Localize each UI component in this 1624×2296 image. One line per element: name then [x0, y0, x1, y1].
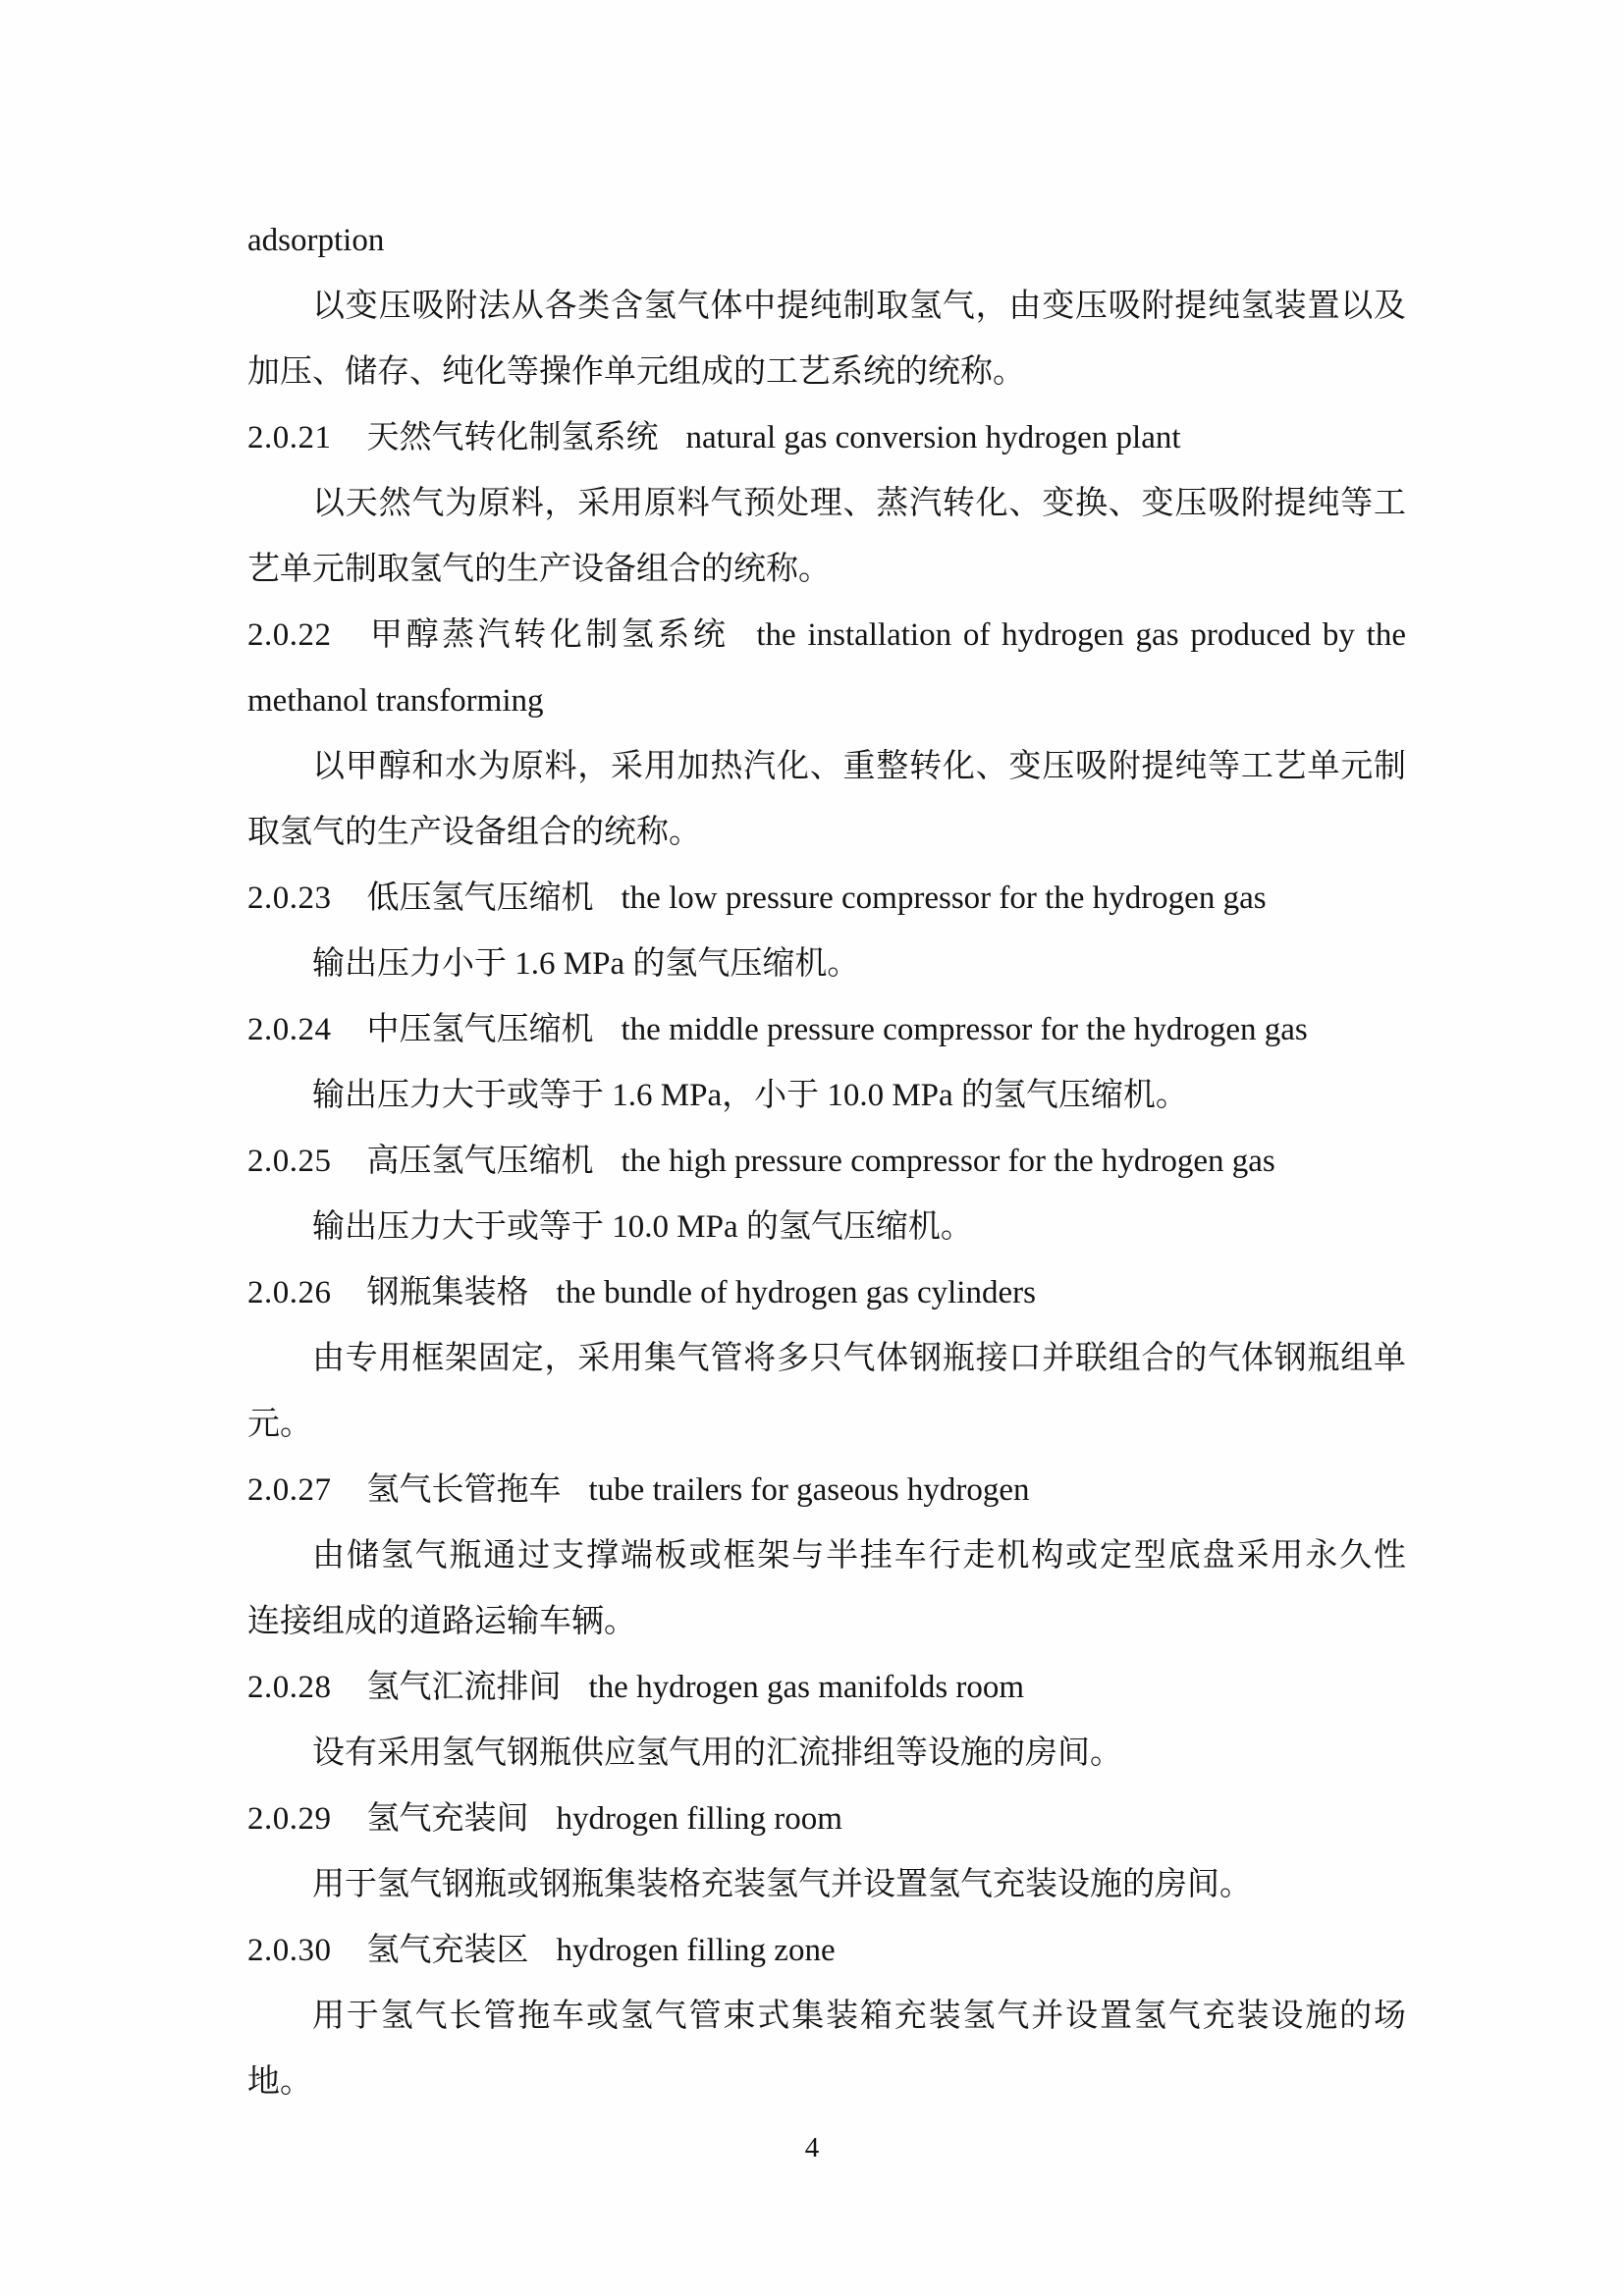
english-term-line: adsorption	[247, 223, 385, 258]
term-number: 2.0.30	[247, 1933, 332, 1968]
definition-line: 输出压力大于或等于 10.0 MPa 的氢气压缩机。	[312, 1209, 973, 1245]
page-number: 4	[804, 2132, 820, 2163]
definition-line: 以变压吸附法从各类含氢气体中提纯制取氢气，由变压吸附提纯氢装置以及	[312, 289, 1406, 324]
definition-line: 由专用框架固定，采用集气管将多只气体钢瓶接口并联组合的气体钢瓶组单	[312, 1341, 1406, 1376]
definition-line: 用于氢气长管拖车或氢气管束式集装箱充装氢气并设置氢气充装设施的场	[312, 1999, 1406, 2034]
definition-line: 以天然气为原料，采用原料气预处理、蒸汽转化、变换、变压吸附提纯等工	[312, 486, 1406, 521]
term-name-cn: 甲醇蒸汽转化制氢系统	[366, 617, 730, 653]
term-number: 2.0.26	[247, 1275, 332, 1310]
term-number: 2.0.29	[247, 1801, 332, 1837]
term-name-en: natural gas conversion hydrogen plant	[685, 420, 1181, 455]
term-number: 2.0.25	[247, 1144, 332, 1179]
term-heading	[247, 997, 1406, 1063]
term-name-cn: 氢气充装间	[366, 1801, 529, 1837]
definition-line: 用于氢气钢瓶或钢瓶集装格充装氢气并设置氢气充装设施的房间。	[312, 1867, 1252, 1902]
term-name-en: hydrogen filling zone	[556, 1933, 836, 1968]
term-number: 2.0.21	[247, 420, 332, 455]
term-name-en: the hydrogen gas manifolds room	[588, 1670, 1025, 1705]
term-number: 2.0.22	[247, 617, 332, 653]
term-name-en: hydrogen filling room	[556, 1801, 842, 1837]
term-heading	[247, 1458, 1406, 1523]
definition-line: 地。	[247, 2064, 312, 2100]
term-name-en: the bundle of hydrogen gas cylinders	[556, 1275, 1036, 1310]
term-name-en: the low pressure compressor for the hydrogen gas	[621, 881, 1267, 916]
term-name-cn: 高压氢气压缩机	[366, 1144, 594, 1179]
term-heading	[247, 1655, 1406, 1721]
term-name-cn: 低压氢气压缩机	[366, 881, 594, 916]
definition-line: 由储氢气瓶通过支撑端板或框架与半挂车行走机构或定型底盘采用永久性	[312, 1538, 1406, 1574]
term-name-cn: 氢气汇流排间	[366, 1670, 562, 1705]
term-name-cn: 氢气长管拖车	[366, 1472, 562, 1508]
definition-line: 加压、储存、纯化等操作单元组成的工艺系统的统称。	[247, 354, 1025, 390]
term-heading	[247, 1260, 1406, 1326]
definition-line: 以甲醇和水为原料，采用加热汽化、重整转化、变压吸附提纯等工艺单元制	[312, 749, 1406, 784]
definition-line: 输出压力大于或等于 1.6 MPa，小于 10.0 MPa 的氢气压缩机。	[312, 1078, 1188, 1113]
term-name-cn: 中压氢气压缩机	[366, 1012, 594, 1047]
term-heading	[247, 405, 1406, 471]
definition-line: 艺单元制取氢气的生产设备组合的统称。	[247, 552, 831, 587]
term-name-cn: 天然气转化制氢系统	[366, 420, 659, 455]
definition-line: 连接组成的道路运输车辆。	[247, 1604, 636, 1639]
term-heading	[247, 866, 1406, 932]
term-number: 2.0.23	[247, 881, 332, 916]
definition-line: 元。	[247, 1407, 312, 1442]
definition-line: 设有采用氢气钢瓶供应氢气用的汇流排组等设施的房间。	[312, 1735, 1122, 1771]
term-name-en: tube trailers for gaseous hydrogen	[588, 1472, 1030, 1508]
term-name-en: the high pressure compressor for the hydrogen gas	[621, 1144, 1275, 1179]
term-heading	[247, 1787, 1406, 1852]
term-name-cn: 氢气充装区	[366, 1933, 529, 1968]
definition-line: 取氢气的生产设备组合的统称。	[247, 815, 701, 850]
term-heading	[247, 603, 1406, 668]
term-name-cn: 钢瓶集装格	[366, 1275, 529, 1310]
document-body	[247, 208, 1406, 2115]
term-number: 2.0.28	[247, 1670, 332, 1705]
definition-line: 输出压力小于 1.6 MPa 的氢气压缩机。	[312, 946, 860, 982]
term-heading	[247, 1129, 1406, 1195]
term-number: 2.0.24	[247, 1012, 332, 1047]
term-name-en: the installation of hydrogen gas produced by the	[756, 617, 1406, 653]
english-term-line: methanol transforming	[247, 683, 544, 719]
term-name-en: the middle pressure compressor for the hydrogen gas	[621, 1012, 1308, 1047]
term-number: 2.0.27	[247, 1472, 332, 1508]
term-heading	[247, 1918, 1406, 1984]
